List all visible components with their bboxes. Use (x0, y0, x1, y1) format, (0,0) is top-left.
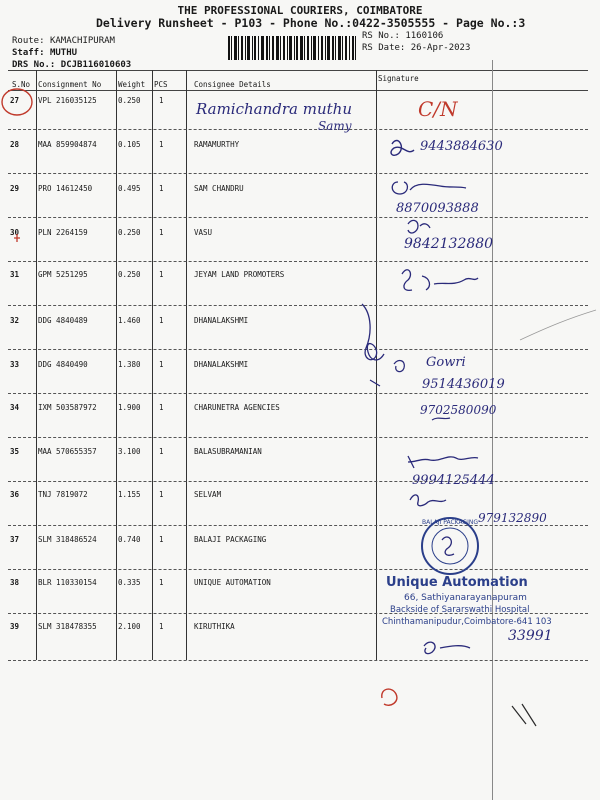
row-divider (8, 261, 588, 262)
consignment-no: SLM 318478355 (38, 622, 97, 631)
table-row (6, 535, 386, 579)
row-divider (8, 525, 588, 526)
handwritten-name: Ramichandra muthu (196, 100, 352, 118)
weight: 0.250 (118, 228, 141, 237)
balaji-stamp (422, 518, 478, 574)
row-divider (8, 217, 588, 218)
staff-line (12, 48, 77, 58)
pieces: 1 (159, 270, 164, 279)
consignee-name: BALAJI PACKAGING (194, 535, 267, 544)
staff-label: Staff: (12, 48, 45, 58)
table-row (6, 270, 386, 314)
pieces: 1 (159, 447, 164, 456)
company-title: THE PROFESSIONAL COURIERS, COIMBATORE (177, 4, 423, 17)
signature-scribble (392, 182, 466, 194)
drs-line (12, 60, 131, 70)
signature-scribble (408, 456, 478, 468)
table-row (6, 96, 386, 140)
row-number: 39 (10, 622, 20, 631)
consignee-name: SELVAM (194, 490, 222, 499)
weight: 0.105 (118, 140, 141, 149)
page-fold-line (492, 60, 493, 800)
red-scribble-mark (382, 689, 397, 705)
weight: 0.335 (118, 578, 141, 587)
staff-value: MUTHU (49, 48, 78, 58)
pieces: 1 (159, 316, 164, 325)
stamp-address-1: 66, Sathiyanarayanapuram (404, 593, 527, 603)
row-number: 34 (10, 403, 20, 412)
route-value: KAMACHIPURAM (49, 36, 115, 46)
handwritten-name: Gowri (426, 355, 466, 370)
row-divider (8, 305, 588, 306)
weight: 0.250 (118, 270, 141, 279)
pieces: 1 (159, 228, 164, 237)
signature-scribble (402, 270, 478, 291)
table-row (6, 184, 386, 228)
consignee-name: UNIQUE AUTOMATION (194, 578, 271, 587)
col-sno: S.No (12, 80, 31, 89)
runsheet-title: Delivery Runsheet - P103 - Phone No.:0422-3505555 - Page No.:3 (96, 16, 526, 30)
consignee-name: RAMAMURTHY (194, 140, 240, 149)
row-divider (8, 173, 588, 174)
handwritten-phone: 8870093888 (396, 201, 479, 216)
header-bottom-rule (8, 90, 588, 91)
pieces: 1 (159, 184, 164, 193)
signature-scribble (394, 361, 404, 372)
drs-value: DCJB116010603 (60, 60, 132, 70)
weight: 0.495 (118, 184, 141, 193)
rs-number: RS No.: 1160106 (362, 31, 444, 41)
pencil-check-mark (512, 704, 536, 726)
consignment-no: DDG 4840489 (38, 316, 88, 325)
consignment-no: SLM 318486524 (38, 535, 97, 544)
signature-scribble (391, 141, 414, 156)
row-divider (8, 349, 588, 350)
handwritten-phone: 9514436019 (422, 377, 505, 392)
weight: 1.900 (118, 403, 141, 412)
drs-label: DRS No.: (12, 60, 56, 70)
row-divider (8, 393, 588, 394)
consignment-no: VPL 216035125 (38, 96, 97, 105)
handwritten-phone: 33991 (508, 628, 553, 644)
consignee-name: DHANALAKSHMI (194, 360, 249, 369)
stamp-address-3: Chinthamanipudur,Coimbatore-641 103 (382, 617, 552, 627)
signature-scribble (410, 495, 446, 506)
handwritten-phone: 979132890 (478, 511, 547, 525)
row-divider (8, 481, 588, 482)
balaji-stamp-text: BALAJI PACKAGING (421, 519, 479, 526)
consignee-name: SAM CHANDRU (194, 184, 244, 193)
consignment-no: BLR 110330154 (38, 578, 97, 587)
row-number: 29 (10, 184, 20, 193)
handwritten-phone: 9994125444 (412, 473, 495, 488)
row-number: 38 (10, 578, 20, 587)
unique-automation-stamp (382, 575, 552, 627)
consignment-no: PRO 14612450 (38, 184, 93, 193)
route-line (12, 36, 115, 46)
stamp-company: Unique Automation (386, 575, 528, 590)
table-row (6, 316, 386, 360)
row-number: 31 (10, 270, 20, 279)
consignee-name: DHANALAKSHMI (194, 316, 249, 325)
consignment-no: IXM 503587972 (38, 403, 97, 412)
row-number: 32 (10, 316, 20, 325)
row-divider (8, 613, 588, 614)
col-weight: Weight (118, 80, 146, 89)
table-row (6, 360, 386, 404)
consignment-no: PLN 2264159 (38, 228, 88, 237)
weight: 0.740 (118, 535, 141, 544)
weight: 3.100 (118, 447, 141, 456)
signature-scribble (424, 642, 470, 653)
row-divider (8, 437, 588, 438)
consignee-name: BALASUBRAMANIAN (194, 447, 262, 456)
stamp-address-2: Backside of Sararswathi Hospital (390, 605, 530, 615)
weight: 1.380 (118, 360, 141, 369)
row-divider (8, 129, 588, 130)
pencil-stroke (520, 310, 596, 340)
row-number: 28 (10, 140, 20, 149)
table-row (6, 140, 386, 184)
col-signature: Signature (378, 74, 419, 83)
consignee-name: VASU (194, 228, 213, 237)
handwritten-phone: 9702580090 (420, 403, 497, 417)
red-cn-mark: C/N (418, 97, 458, 121)
weight: 2.100 (118, 622, 141, 631)
row-number: 36 (10, 490, 20, 499)
consignee-name: JEYAM LAND PROMOTERS (194, 270, 285, 279)
pieces: 1 (159, 578, 164, 587)
pieces: 1 (159, 403, 164, 412)
pieces: 1 (159, 490, 164, 499)
table-bottom-rule (8, 660, 588, 661)
row-number: 30 (10, 228, 20, 237)
consignment-no: MAA 570655357 (38, 447, 97, 456)
consignment-no: TNJ 7819072 (38, 490, 88, 499)
signature-scribble (408, 220, 430, 233)
consignment-no: DDG 4840490 (38, 360, 88, 369)
route-label: Route: (12, 36, 45, 46)
rs-date: RS Date: 26-Apr-2023 (362, 43, 471, 53)
row-number: 35 (10, 447, 20, 456)
signature-stroke (432, 418, 450, 420)
handwritten-phone: 9842132880 (404, 236, 494, 252)
col-pcs: PCS (154, 80, 168, 89)
consignment-no: MAA 859904874 (38, 140, 97, 149)
consignee-name: KIRUTHIKA (194, 622, 235, 631)
table-row (6, 447, 386, 491)
pieces: 1 (159, 360, 164, 369)
pieces: 1 (159, 96, 164, 105)
weight: 0.250 (118, 96, 141, 105)
header-top-rule (8, 70, 588, 71)
handwritten-name-line2: Samy (318, 119, 352, 133)
table-row (6, 228, 386, 272)
row-number: 33 (10, 360, 20, 369)
col-consignment: Consignment No (38, 80, 102, 89)
table-header (6, 74, 588, 90)
table-row (6, 403, 386, 447)
col-details: Consignee Details (194, 80, 271, 89)
row-number: 27 (10, 96, 20, 105)
row-number: 37 (10, 535, 20, 544)
pieces: 1 (159, 140, 164, 149)
weight: 1.460 (118, 316, 141, 325)
pieces: 1 (159, 535, 164, 544)
consignment-no: GPM 5251295 (38, 270, 88, 279)
rs-info (362, 30, 470, 54)
weight: 1.155 (118, 490, 141, 499)
handwritten-phone: 9443884630 (420, 139, 503, 154)
consignee-name: CHARUNETRA AGENCIES (194, 403, 280, 412)
barcode (228, 36, 356, 60)
table-row (6, 490, 386, 534)
table-row (6, 578, 386, 622)
row-divider (8, 569, 588, 570)
pieces: 1 (159, 622, 164, 631)
